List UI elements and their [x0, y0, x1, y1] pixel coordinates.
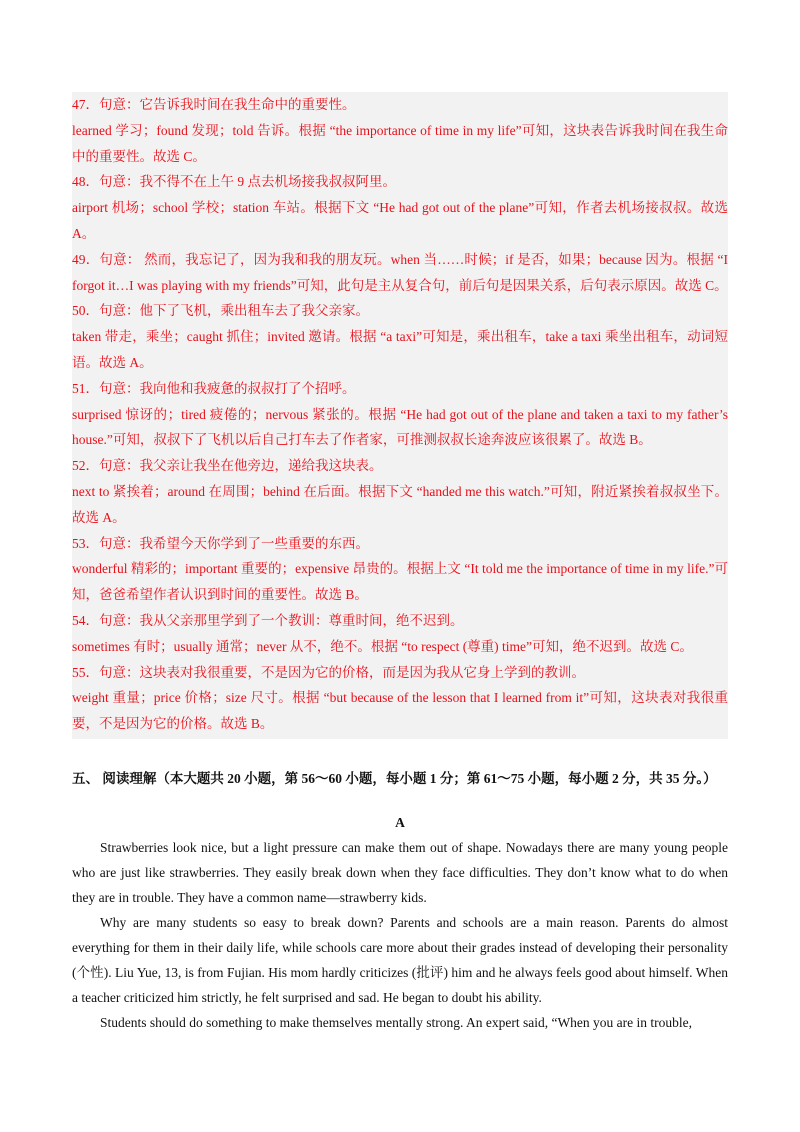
- explanation-line: wonderful 精彩的；important 重要的；expensive 昂贵的。根据上文 “It told me the importance of time in my life.”可知，爸爸希望作者认识到时间的重要性。故选 B。: [72, 561, 728, 603]
- reading-passage: [72, 835, 728, 1035]
- explanation-line: learned 学习；found 发现；told 告诉。根据 “the importance of time in my life”可知，这块表告诉我时间在我生命中的重要性。故选 C。: [72, 122, 728, 164]
- answer-explanations: [72, 92, 728, 739]
- explanation-line: surprised 惊讶的；tired 疲倦的；nervous 紧张的。根据 “He had got out of the plane and taken a taxi to my father’s house.”可知，叔叔下了飞机以后自己打车去了作者家，可推测叔叔长途奔波应该很累了。故选 B。: [72, 406, 728, 448]
- explanation-line: 50．句意：他下了飞机，乘出租车去了我父亲家。: [72, 303, 369, 319]
- explanation-line: weight 重量；price 价格；size 尺寸。根据 “but because of the lesson that I learned from it”可知，这块表对我很重要，不是因为它的价格。故选 B。: [72, 690, 728, 732]
- explanation-line: next to 紧挨着；around 在周围；behind 在后面。根据下文 “handed me this watch.”可知，附近紧挨着叔叔坐下。故选 A。: [72, 483, 728, 525]
- explanation-line: 49．句意： 然而，我忘记了，因为我和我的朋友玩。when 当……时候；if 是否，如果；because 因为。根据 “I forgot it…I was playing with my friends”可知，此句是主从复合句，前后句是因果关系，后句表示原因。故选 C。: [72, 251, 728, 293]
- passage-paragraph: Why are many students so easy to break down? Parents and schools are a main reason. Parents do almost everything for them in their daily life, while schools care more about their grades instead of developing their personality (个性). Liu Yue, 13, is from Fujian. His mom hardly criticizes (批评) him and he always feels good about himself. When a teacher criticized him strictly, he felt surprised and sad. He began to doubt his ability.: [72, 915, 728, 1005]
- passage-paragraph: Strawberries look nice, but a light pressure can make them out of shape. Nowadays there are many young people who are just like strawberries. They easily break down when they face difficulties. They don’t know what to do when they are in trouble. They have a common name—strawberry kids.: [72, 840, 728, 905]
- explanation-line: taken 带走，乘坐；caught 抓住；invited 邀请。根据 “a taxi”可知是，乘出租车，take a taxi 乘坐出租车，动词短语。故选 A。: [72, 329, 728, 370]
- section-heading: 五、 阅读理解（本大题共 20 小题，第 56～60 小题，每小题 1 分；第 61～75 小题，每小题 2 分，共 35 分。）: [72, 771, 717, 786]
- explanation-line: 54．句意：我从父亲那里学到了一个教训：尊重时间，绝不迟到。: [72, 612, 464, 628]
- passage-letter: A: [395, 815, 405, 830]
- explanation-line: 55．句意：这块表对我很重要，不是因为它的价格，而是因为我从它身上学到的教训。: [72, 664, 585, 680]
- passage-paragraph: Students should do something to make themselves mentally strong. An expert said, “When you are in trouble,: [100, 1015, 693, 1030]
- explanation-line: sometimes 有时；usually 通常；never 从不，绝不。根据 “to respect (尊重) time”可知，绝不迟到。故选 C。: [72, 638, 693, 654]
- explanation-line: 47．句意：它告诉我时间在我生命中的重要性。: [72, 97, 356, 112]
- explanation-line: 51．句意：我向他和我疲惫的叔叔打了个招呼。: [72, 380, 356, 396]
- explanation-line: 53．句意：我希望今天你学到了一些重要的东西。: [72, 535, 369, 551]
- explanation-line: 52．句意：我父亲让我坐在他旁边，递给我这块表。: [72, 458, 383, 474]
- explanation-line: airport 机场；school 学校；station 车站。根据下文 “He had got out of the plane”可知，作者去机场接叔叔。故选 A。: [72, 200, 728, 241]
- explanation-line: 48．句意：我不得不在上午 9 点去机场接我叔叔阿里。: [72, 174, 396, 190]
